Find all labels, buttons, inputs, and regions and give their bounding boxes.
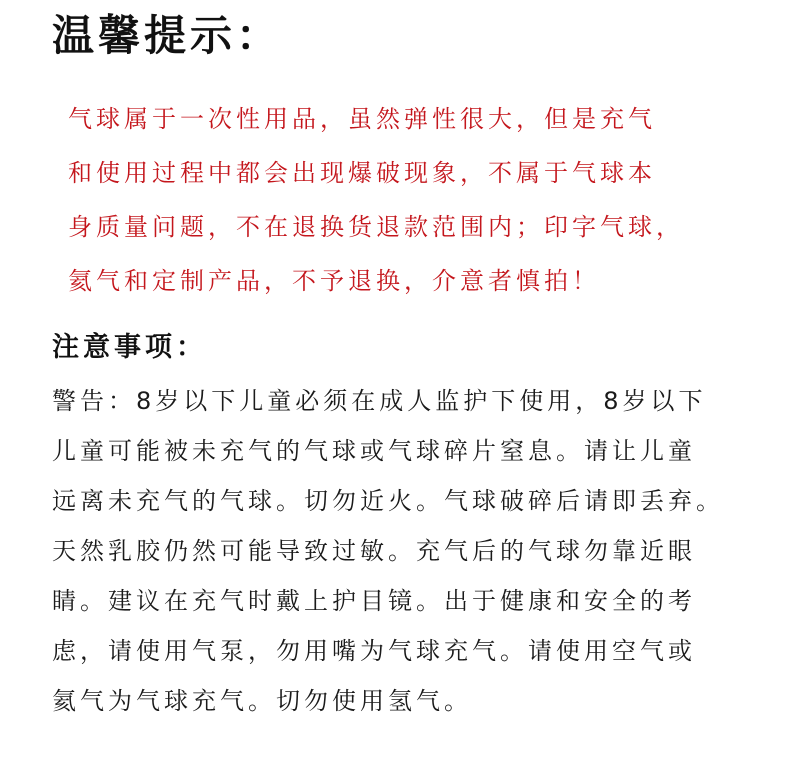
notice-line: 身质量问题，不在退换货退款范围内；印字气球， [68, 213, 684, 241]
return-policy-notice [68, 92, 768, 308]
warning-line: 睛。建议在充气时戴上护目镜。出于健康和安全的考 [52, 587, 696, 615]
safety-warning-text [52, 376, 772, 726]
notice-line: 气球属于一次性用品，虽然弹性很大，但是充气 [68, 105, 656, 133]
notice-line: 和使用过程中都会出现爆破现象，不属于气球本 [68, 159, 656, 187]
warning-line: 虑，请使用气泵，勿用嘴为气球充气。请使用空气或 [52, 637, 696, 665]
warning-line: 儿童可能被未充气的气球或气球碎片窒息。请让儿童 [52, 437, 696, 465]
notice-line: 氦气和定制产品，不予退换，介意者慎拍！ [68, 267, 600, 295]
page-title: 温馨提示： [52, 11, 283, 60]
warning-line: 氦气为气球充气。切勿使用氢气。 [52, 687, 472, 715]
warning-line: 远离未充气的气球。切勿近火。气球破碎后请即丢弃。 [52, 487, 724, 515]
warning-line: 天然乳胶仍然可能导致过敏。充气后的气球勿靠近眼 [52, 537, 696, 565]
precautions-heading: 注意事项： [52, 332, 207, 363]
warning-line: 警告：8岁以下儿童必须在成人监护下使用，8岁以下 [52, 387, 707, 415]
